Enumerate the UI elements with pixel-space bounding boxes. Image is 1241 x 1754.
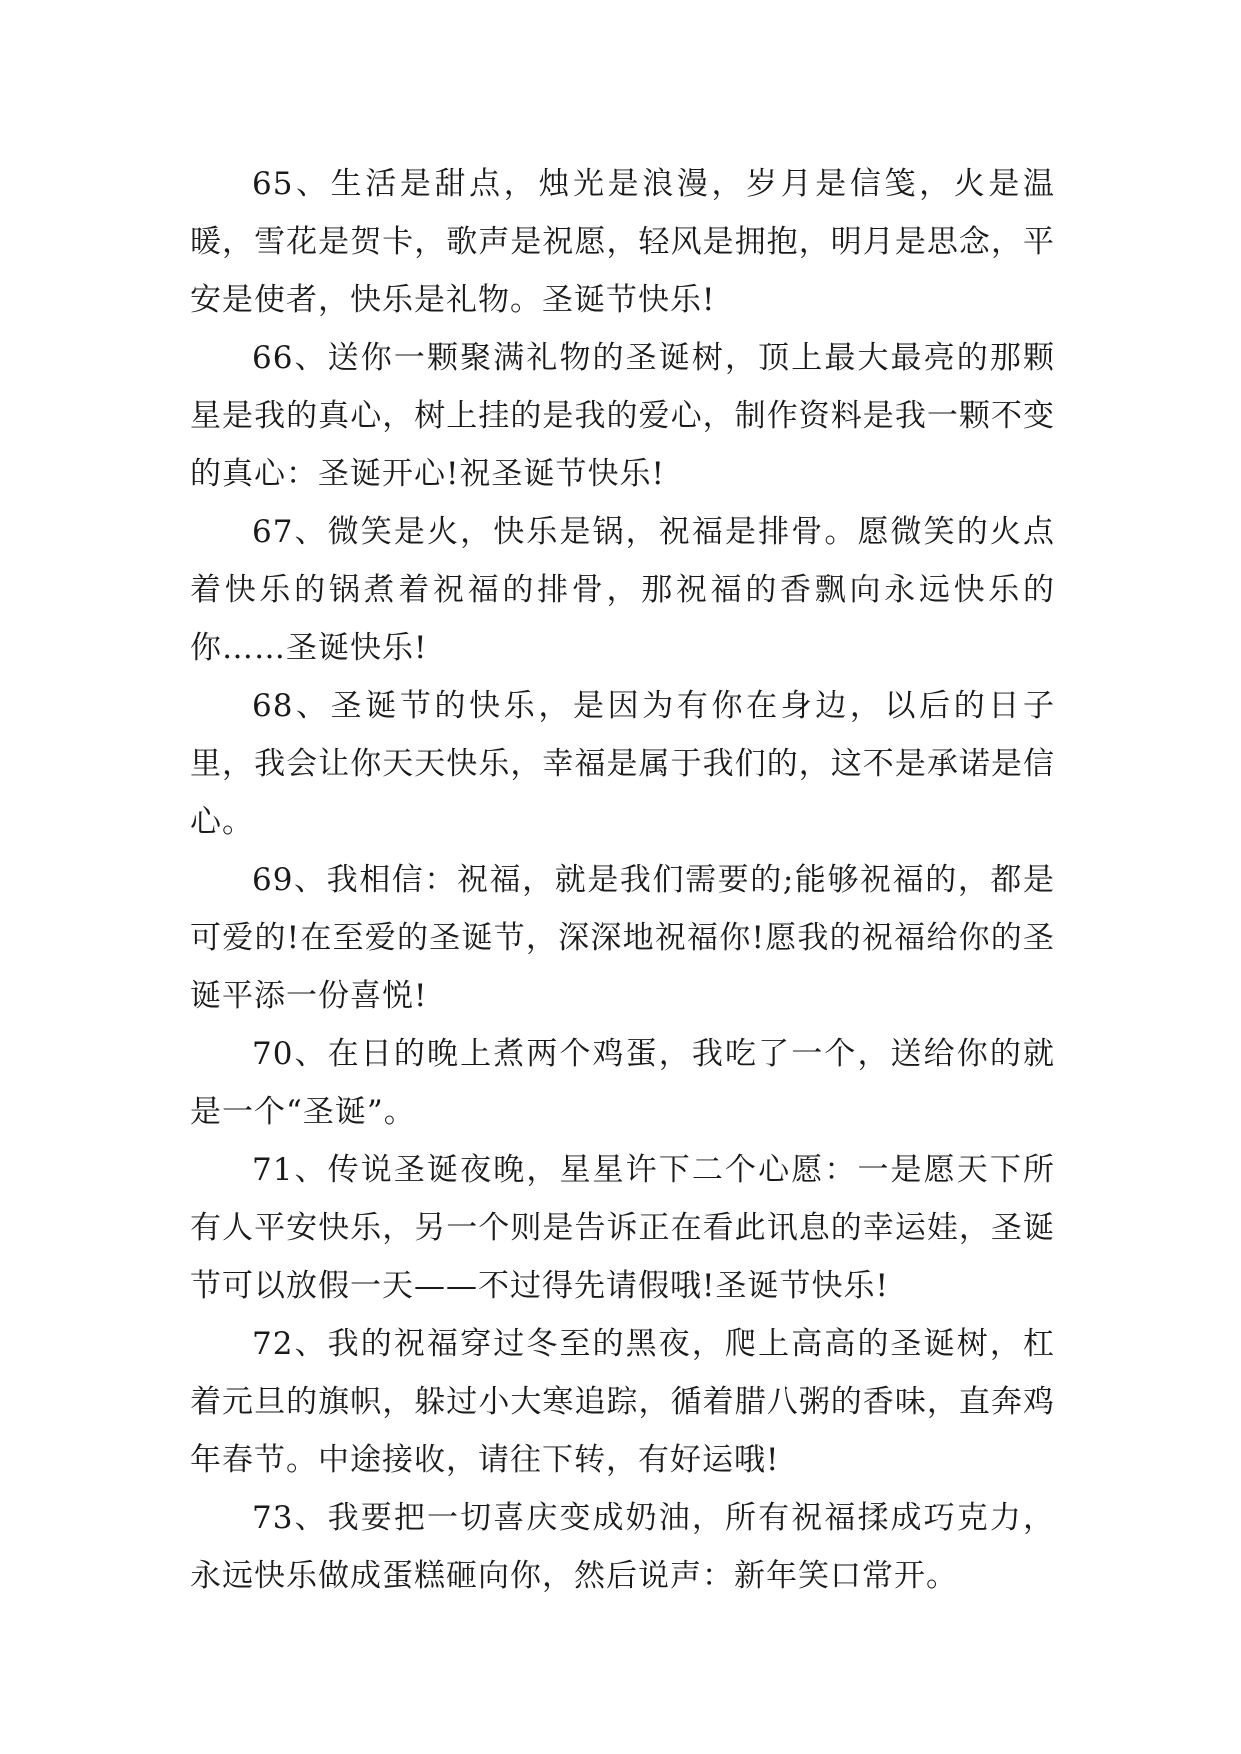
paragraph-66: 66、送你一颗聚满礼物的圣诞树，顶上最大最亮的那颗星是我的真心，树上挂的是我的爱心，制作资料是我一颗不变的真心：圣诞开心!祝圣诞节快乐! (190, 340, 1055, 492)
paragraph-69: 69、我相信：祝福，就是我们需要的;能够祝福的，都是可爱的!在至爱的圣诞节，深深地祝福你!愿我的祝福给你的圣诞平添一份喜悦! (190, 862, 1055, 1014)
paragraph-68: 68、圣诞节的快乐，是因为有你在身边，以后的日子里，我会让你天天快乐，幸福是属于我们的，这不是承诺是信心。 (190, 688, 1055, 840)
paragraph-72: 72、我的祝福穿过冬至的黑夜，爬上高高的圣诞树，杠着元旦的旗帜，躲过小大寒追踪，循着腊八粥的香味，直奔鸡年春节。中途接收，请往下转，有好运哦! (190, 1326, 1055, 1478)
document-page (190, 155, 1055, 1605)
paragraph-65: 65、生活是甜点，烛光是浪漫，岁月是信笺，火是温暖，雪花是贺卡，歌声是祝愿，轻风是拥抱，明月是思念，平安是使者，快乐是礼物。圣诞节快乐! (190, 166, 1055, 318)
paragraph-67: 67、微笑是火，快乐是锅，祝福是排骨。愿微笑的火点着快乐的锅煮着祝福的排骨，那祝福的香飘向永远快乐的你……圣诞快乐! (190, 514, 1055, 666)
paragraph-70: 70、在日的晚上煮两个鸡蛋，我吃了一个，送给你的就是一个“圣诞”。 (190, 1036, 1055, 1130)
paragraph-71: 71、传说圣诞夜晚，星星许下二个心愿：一是愿天下所有人平安快乐，另一个则是告诉正在看此讯息的幸运娃，圣诞节可以放假一天——不过得先请假哦!圣诞节快乐! (190, 1152, 1055, 1304)
paragraph-73: 73、我要把一切喜庆变成奶油，所有祝福揉成巧克力，永远快乐做成蛋糕砸向你，然后说声：新年笑口常开。 (190, 1500, 1055, 1594)
